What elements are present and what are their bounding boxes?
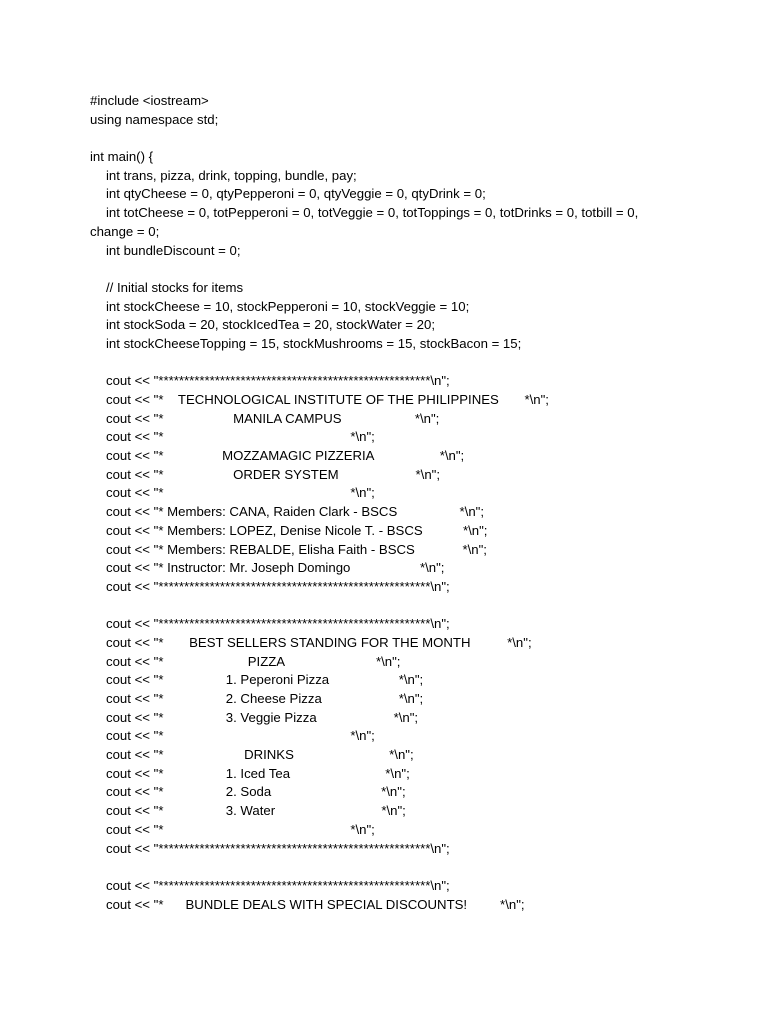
- code-line: cout << "*****************************************************\n";: [106, 877, 450, 893]
- code-line: cout << "* 1. Iced Tea *\n";: [106, 765, 410, 781]
- code-line: cout << "* MOZZAMAGIC PIZZERIA *\n";: [106, 448, 465, 464]
- code-line: cout << "* Members: LOPEZ, Denise Nicole T. - BSCS *\n";: [106, 522, 488, 538]
- blank-line: [90, 597, 750, 616]
- code-line: cout << "* DRINKS *\n";: [106, 747, 414, 763]
- code-line: cout << "* 1. Peperoni Pizza *\n";: [106, 672, 424, 688]
- code-line: cout << "* MANILA CAMPUS *\n";: [106, 410, 440, 426]
- code-line: cout << "* Members: REBALDE, Elisha Faith - BSCS *\n";: [106, 541, 487, 557]
- code-line: cout << "* TECHNOLOGICAL INSTITUTE OF THE PHILIPPINES *\n";: [106, 392, 549, 407]
- code-line: int stockSoda = 20, stockIcedTea = 20, stockWater = 20;: [106, 317, 436, 333]
- code-line: int bundleDiscount = 0;: [106, 242, 241, 258]
- code-line: cout << "*****************************************************\n";: [106, 373, 450, 389]
- code-line: change = 0;: [90, 223, 160, 239]
- code-line: cout << "*****************************************************\n";: [106, 840, 450, 856]
- code-line: cout << "* 2. Soda *\n";: [106, 784, 406, 800]
- blank-line: [90, 858, 750, 877]
- code-line: cout << "* 2. Cheese Pizza *\n";: [106, 691, 424, 706]
- code-line: cout << "* 3. Veggie Pizza *\n";: [106, 709, 419, 725]
- code-line: cout << "* *\n";: [106, 429, 375, 445]
- code-line: cout << "* Instructor: Mr. Joseph Domingo *\n";: [106, 560, 445, 576]
- code-line: cout << "* *\n";: [106, 485, 375, 501]
- code-line: cout << "* *\n";: [106, 728, 375, 744]
- blank-line: [90, 129, 750, 148]
- code-line: cout << "* BUNDLE DEALS WITH SPECIAL DISCOUNTS! *\n";: [106, 896, 525, 912]
- code-line: cout << "* Members: CANA, Raiden Clark - BSCS *\n";: [106, 504, 485, 520]
- code-line: int stockCheese = 10, stockPepperoni = 10, stockVeggie = 10;: [106, 298, 470, 314]
- code-line: // Initial stocks for items: [106, 279, 244, 295]
- code-line: int stockCheeseTopping = 15, stockMushrooms = 15, stockBacon = 15;: [106, 335, 522, 351]
- code-line: cout << "* ORDER SYSTEM *\n";: [106, 466, 441, 482]
- code-line: cout << "* BEST SELLERS STANDING FOR THE MONTH *\n";: [106, 634, 532, 650]
- code-line: int main() {: [90, 149, 154, 165]
- code-line: cout << "*****************************************************\n";: [106, 616, 450, 632]
- code-line: cout << "* PIZZA *\n";: [106, 653, 401, 669]
- code-line: int totCheese = 0, totPepperoni = 0, totVeggie = 0, totToppings = 0, totDrinks = 0, totbill = 0,: [106, 205, 639, 221]
- code-line: int trans, pizza, drink, topping, bundle, pay;: [106, 167, 357, 183]
- code-line: #include <iostream>: [90, 93, 209, 108]
- code-line: int qtyCheese = 0, qtyPepperoni = 0, qtyVeggie = 0, qtyDrink = 0;: [106, 186, 486, 202]
- blank-line: [90, 354, 750, 373]
- code-line: cout << "*****************************************************\n";: [106, 578, 450, 594]
- code-line: cout << "* *\n";: [106, 821, 375, 837]
- code-line: using namespace std;: [90, 111, 219, 127]
- blank-line: [90, 260, 750, 279]
- code-listing: [90, 92, 750, 914]
- code-line: cout << "* 3. Water *\n";: [106, 803, 406, 819]
